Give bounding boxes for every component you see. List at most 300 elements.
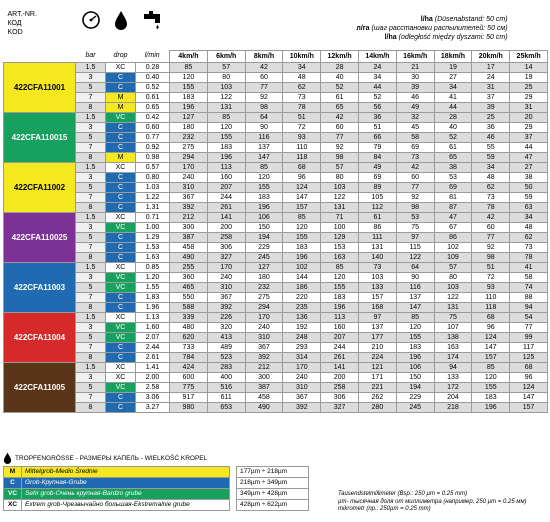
rate-cell: 129 [321, 232, 359, 242]
droplet-class-cell: M [106, 152, 136, 162]
table-row [4, 102, 548, 112]
rate-cell: 37 [510, 132, 548, 142]
droplet-class-cell: VC [106, 382, 136, 392]
droplet-class-cell: C [106, 242, 136, 252]
rate-cell: 196 [170, 102, 208, 112]
rate-cell: 21 [396, 62, 434, 72]
rate-cell: 155 [472, 382, 510, 392]
rate-cell: 327 [321, 402, 359, 412]
article-code: 422CFA11003 [4, 262, 76, 312]
droplet-class-cell: C [106, 192, 136, 202]
rate-cell: 25 [472, 112, 510, 122]
speed-header: 25km/h [510, 50, 548, 62]
rate-cell: 100 [321, 222, 359, 232]
rate-cell: 183 [170, 92, 208, 102]
rate-cell: 49 [396, 102, 434, 112]
rate-cell: 34 [510, 212, 548, 222]
droplet-class-cell: C [106, 232, 136, 242]
rate-cell: 224 [358, 352, 396, 362]
legend-code: M [4, 467, 22, 478]
table-row [4, 182, 548, 192]
rate-cell: 294 [170, 152, 208, 162]
pressure-cell: 3 [76, 122, 106, 132]
rate-cell: 42 [396, 162, 434, 172]
flow-cell: 3.27 [136, 402, 170, 412]
rate-cell: 320 [207, 322, 245, 332]
rate-cell: 39 [396, 82, 434, 92]
table-row [4, 72, 548, 82]
rate-cell: 103 [321, 182, 359, 192]
rate-cell: 367 [283, 392, 321, 402]
rate-cell: 168 [358, 302, 396, 312]
rate-cell: 55 [472, 142, 510, 152]
rate-cell: 115 [396, 242, 434, 252]
rate-cell: 79 [358, 142, 396, 152]
rate-cell: 116 [396, 282, 434, 292]
rate-cell: 367 [207, 292, 245, 302]
rate-cell: 458 [170, 242, 208, 252]
rate-cell: 310 [207, 282, 245, 292]
rate-cell: 53 [396, 212, 434, 222]
table-row [4, 312, 548, 322]
speed-header: 18km/h [434, 50, 472, 62]
droplet-class-cell: C [106, 132, 136, 142]
speed-header: 8km/h [245, 50, 283, 62]
flow-cell: 3.06 [136, 392, 170, 402]
pressure-cell: 5 [76, 82, 106, 92]
rate-cell: 240 [170, 172, 208, 182]
rate-cell: 103 [434, 282, 472, 292]
bar-label: bar [85, 52, 96, 60]
rate-cell: 77 [245, 82, 283, 92]
rate-cell: 261 [321, 352, 359, 362]
rate-cell: 36 [358, 112, 396, 122]
rate-cell: 113 [321, 312, 359, 322]
rate-cell: 120 [207, 122, 245, 132]
rate-cell: 306 [321, 392, 359, 402]
rate-cell: 200 [207, 222, 245, 232]
rate-cell: 116 [245, 132, 283, 142]
rate-cell: 77 [396, 182, 434, 192]
flow-cell: 1.00 [136, 222, 170, 232]
rate-cell: 96 [510, 372, 548, 382]
table-row [4, 392, 548, 402]
rate-cell: 57 [434, 262, 472, 272]
rate-cell: 186 [283, 282, 321, 292]
rate-cell: 85 [207, 112, 245, 122]
rate-cell: 48 [510, 222, 548, 232]
rate-cell: 102 [434, 242, 472, 252]
pressure-cell: 8 [76, 102, 106, 112]
rate-cell: 124 [510, 382, 548, 392]
rate-cell: 103 [358, 272, 396, 282]
rate-cell: 40 [434, 122, 472, 132]
flow-cell: 1.31 [136, 202, 170, 212]
rate-cell: 120 [170, 72, 208, 82]
rate-cell: 45 [396, 122, 434, 132]
flow-cell: 2.07 [136, 332, 170, 342]
rate-cell: 52 [358, 92, 396, 102]
rate-cell: 240 [245, 322, 283, 332]
rate-cell: 52 [321, 82, 359, 92]
rate-cell: 194 [396, 382, 434, 392]
rate-cell: 784 [170, 352, 208, 362]
table-row [4, 342, 548, 352]
rate-cell: 98 [396, 202, 434, 212]
rate-cell: 220 [283, 292, 321, 302]
droplet-class-cell: C [106, 142, 136, 152]
table-row [4, 192, 548, 202]
rate-cell: 210 [358, 342, 396, 352]
rate-cell: 200 [321, 372, 359, 382]
rate-cell: 97 [396, 232, 434, 242]
rate-cell: 180 [170, 122, 208, 132]
table-row [4, 322, 548, 332]
legend-code: C [4, 478, 22, 489]
rate-cell: 160 [207, 172, 245, 182]
rate-cell: 465 [170, 282, 208, 292]
rate-cell: 90 [245, 122, 283, 132]
rate-cell: 196 [321, 302, 359, 312]
rate-cell: 600 [170, 372, 208, 382]
rate-cell: 147 [472, 342, 510, 352]
rate-cell: 66 [358, 132, 396, 142]
rate-cell: 32 [396, 112, 434, 122]
rate-cell: 294 [245, 302, 283, 312]
table-row [4, 252, 548, 262]
pressure-cell: 8 [76, 302, 106, 312]
rate-cell: 34 [283, 62, 321, 72]
article-code: 422CFA110015 [4, 112, 76, 162]
rate-cell: 29 [510, 122, 548, 132]
rate-cell: 42 [472, 212, 510, 222]
table-row [4, 152, 548, 162]
rate-cell: 157 [510, 402, 548, 412]
rate-cell: 31 [510, 102, 548, 112]
droplet-class-cell: C [106, 302, 136, 312]
flow-cell: 1.83 [136, 292, 170, 302]
rate-cell: 68 [510, 362, 548, 372]
rate-cell: 392 [245, 352, 283, 362]
table-row [4, 302, 548, 312]
rate-cell: 69 [434, 182, 472, 192]
rate-cell: 105 [358, 192, 396, 202]
rate-cell: 733 [170, 342, 208, 352]
pressure-cell: 3 [76, 322, 106, 332]
rate-cell: 183 [472, 392, 510, 402]
rate-cell: 75 [396, 222, 434, 232]
rate-cell: 196 [283, 252, 321, 262]
rate-cell: 90 [396, 272, 434, 282]
rate-cell: 153 [321, 242, 359, 252]
flow-cell: 1.63 [136, 252, 170, 262]
pressure-cell: 7 [76, 342, 106, 352]
rate-cell: 244 [321, 342, 359, 352]
pressure-cell: 5 [76, 232, 106, 242]
speed-header: 16km/h [396, 50, 434, 62]
rate-cell: 147 [283, 192, 321, 202]
rate-cell: 85 [170, 62, 208, 72]
rate-cell: 387 [170, 232, 208, 242]
table-row [4, 362, 548, 372]
rate-cell: 400 [207, 372, 245, 382]
rate-cell: 174 [434, 352, 472, 362]
rate-cell: 73 [396, 152, 434, 162]
rate-cell: 155 [396, 332, 434, 342]
speed-header: 12km/h [321, 50, 359, 62]
table-row [4, 372, 548, 382]
rate-cell: 160 [321, 322, 359, 332]
pressure-cell: 3 [76, 172, 106, 182]
rate-cell: 131 [358, 242, 396, 252]
speed-header: 20km/h [472, 50, 510, 62]
droplet-class-cell: C [106, 292, 136, 302]
rate-cell: 17 [472, 62, 510, 72]
rate-cell: 51 [472, 262, 510, 272]
rate-cell: 170 [170, 162, 208, 172]
rate-cell: 58 [510, 272, 548, 282]
rate-cell: 183 [396, 342, 434, 352]
legend-range: 177µm ÷ 218µm [237, 467, 309, 478]
rate-cell: 120 [472, 372, 510, 382]
droplet-class-cell: XC [106, 62, 136, 72]
rate-cell: 34 [434, 82, 472, 92]
rate-cell: 775 [170, 382, 208, 392]
rate-cell: 29 [510, 92, 548, 102]
rate-cell: 48 [472, 172, 510, 182]
rate-cell: 41 [434, 92, 472, 102]
rate-cell: 40 [321, 72, 359, 82]
rate-cell: 300 [245, 372, 283, 382]
rate-cell: 387 [245, 382, 283, 392]
rate-cell: 550 [170, 292, 208, 302]
rate-cell: 620 [170, 332, 208, 342]
rate-cell: 65 [434, 152, 472, 162]
rate-cell: 87 [434, 202, 472, 212]
rate-cell: 73 [472, 192, 510, 202]
table-row [4, 272, 548, 282]
rate-cell: 588 [170, 302, 208, 312]
rate-cell: 103 [207, 82, 245, 92]
pressure-cell: 3 [76, 372, 106, 382]
pressure-cell: 5 [76, 132, 106, 142]
rate-cell: 183 [283, 242, 321, 252]
droplet-class-cell: XC [106, 262, 136, 272]
droplet-class-cell: VC [106, 222, 136, 232]
rate-cell: 49 [358, 162, 396, 172]
rate-cell: 125 [510, 352, 548, 362]
rate-cell: 392 [283, 402, 321, 412]
table-row [4, 242, 548, 252]
rate-cell: 131 [321, 202, 359, 212]
legend-title: TROPFENGRÖSSE - РАЗМЕРЫ КАПЕЛЬ - WIELKOŚĆ KROPEL [3, 452, 547, 464]
rate-cell: 458 [245, 392, 283, 402]
rate-cell: 85 [472, 362, 510, 372]
rate-cell: 275 [245, 292, 283, 302]
rate-cell: 107 [434, 322, 472, 332]
flow-cell: 1.22 [136, 192, 170, 202]
flow-cell: 1.03 [136, 182, 170, 192]
rate-cell: 489 [207, 342, 245, 352]
rate-cell: 75 [434, 312, 472, 322]
rate-cell: 261 [207, 202, 245, 212]
rate-cell: 37 [472, 92, 510, 102]
rate-cell: 122 [434, 292, 472, 302]
flow-cell: 1.60 [136, 322, 170, 332]
droplet-class-cell: C [106, 352, 136, 362]
flow-cell: 1.13 [136, 312, 170, 322]
pressure-cell: 3 [76, 72, 106, 82]
flow-cell: 1.53 [136, 242, 170, 252]
table-row [4, 222, 548, 232]
pressure-cell: 7 [76, 392, 106, 402]
rate-cell: 141 [321, 362, 359, 372]
rate-cell: 124 [283, 182, 321, 192]
rate-cell: 98 [472, 252, 510, 262]
flow-cell: 0.65 [136, 102, 170, 112]
flow-cell: 2.44 [136, 342, 170, 352]
rate-cell: 283 [207, 362, 245, 372]
flow-cell: 0.92 [136, 142, 170, 152]
droplet-class-cell: XC [106, 372, 136, 382]
rate-cell: 61 [358, 212, 396, 222]
rate-cell: 56 [358, 102, 396, 112]
flow-cell: 2.58 [136, 382, 170, 392]
rate-cell: 122 [396, 252, 434, 262]
rate-cell: 392 [170, 202, 208, 212]
rate-cell: 97 [358, 312, 396, 322]
rate-cell: 127 [245, 262, 283, 272]
rate-cell: 42 [245, 62, 283, 72]
rate-cell: 480 [170, 322, 208, 332]
flow-cell: 1.96 [136, 302, 170, 312]
table-row [4, 142, 548, 152]
rate-cell: 367 [170, 192, 208, 202]
rate-cell: 248 [283, 332, 321, 342]
rate-cell: 183 [321, 292, 359, 302]
flow-cell: 2.00 [136, 372, 170, 382]
rate-cell: 78 [472, 202, 510, 212]
rate-cell: 73 [510, 242, 548, 252]
rate-cell: 84 [358, 152, 396, 162]
speed-header: 14km/h [358, 50, 396, 62]
legend-row [4, 467, 309, 478]
rate-cell: 63 [510, 202, 548, 212]
rate-cell: 917 [170, 392, 208, 402]
rate-cell: 144 [283, 272, 321, 282]
table-body [4, 62, 548, 412]
droplet-class-cell: VC [106, 272, 136, 282]
rate-cell: 69 [358, 172, 396, 182]
flow-cell: 0.98 [136, 152, 170, 162]
flow-cell: 0.71 [136, 212, 170, 222]
legend-row [4, 489, 309, 500]
pressure-cell: 1.5 [76, 62, 106, 72]
rate-cell: 85 [321, 262, 359, 272]
droplet-class-cell: XC [106, 212, 136, 222]
table-row [4, 122, 548, 132]
rate-cell: 360 [170, 272, 208, 282]
rate-cell: 163 [434, 342, 472, 352]
flow-cell: 0.52 [136, 82, 170, 92]
pressure-gauge-icon [76, 8, 106, 50]
table-row [4, 172, 548, 182]
rate-cell: 92 [321, 142, 359, 152]
rate-cell: 96 [472, 322, 510, 332]
rate-cell: 28 [321, 62, 359, 72]
rate-cell: 98 [321, 152, 359, 162]
rate-cell: 138 [434, 332, 472, 342]
rate-cell: 980 [170, 402, 208, 412]
rate-cell: 229 [245, 242, 283, 252]
rate-cell: 31 [472, 82, 510, 92]
rate-cell: 157 [358, 292, 396, 302]
droplet-class-cell: C [106, 252, 136, 262]
flow-cell: 0.60 [136, 122, 170, 132]
rate-cell: 20 [510, 112, 548, 122]
rate-cell: 133 [434, 372, 472, 382]
rate-cell: 120 [283, 222, 321, 232]
legend-label: Mittelgrob-Medio Średnie [22, 467, 230, 478]
rate-cell: 232 [245, 282, 283, 292]
flow-cell: 0.40 [136, 72, 170, 82]
legend-label: Sehr grob-Очень крупная-Bardzo grube [22, 489, 230, 500]
rate-cell: 339 [170, 312, 208, 322]
rate-cell: 255 [170, 262, 208, 272]
rate-cell: 60 [472, 222, 510, 232]
rate-cell: 293 [283, 342, 321, 352]
droplet-icon [106, 8, 136, 50]
rate-cell: 44 [358, 82, 396, 92]
table-row [4, 212, 548, 222]
rate-cell: 19 [434, 62, 472, 72]
table-row [4, 402, 548, 412]
table-row [4, 132, 548, 142]
rate-cell: 207 [321, 332, 359, 342]
micrometer-note: Tausendstelmillimeter (Bsp.: 250 µm = 0.25 mm) µm- тысячная доля от миллиметра (например, 250 µm = 0.25 мм) mikrometr (np.: 250µm = 0.25 mm) [338, 491, 527, 512]
faucet-icon [136, 8, 170, 50]
rate-cell: 137 [396, 292, 434, 302]
rate-cell: 147 [396, 302, 434, 312]
rate-cell: 122 [321, 192, 359, 202]
table-row [4, 382, 548, 392]
legend-range: 428µm ÷ 622µm [237, 500, 309, 511]
rate-cell: 212 [170, 212, 208, 222]
rate-cell: 306 [207, 242, 245, 252]
pressure-cell: 8 [76, 252, 106, 262]
rate-cell: 120 [396, 322, 434, 332]
table-row [4, 352, 548, 362]
rate-cell: 172 [434, 382, 472, 392]
droplet-class-cell: VC [106, 282, 136, 292]
droplet-class-cell: C [106, 202, 136, 212]
rate-cell: 170 [207, 262, 245, 272]
rate-cell: 204 [434, 392, 472, 402]
pressure-cell: 5 [76, 332, 106, 342]
rate-cell: 80 [321, 172, 359, 182]
rate-cell: 112 [358, 202, 396, 212]
rate-cell: 57 [321, 162, 359, 172]
rate-cell: 52 [434, 132, 472, 142]
droplet-class-cell: M [106, 92, 136, 102]
rate-cell: 653 [207, 402, 245, 412]
rate-cell: 99 [510, 332, 548, 342]
rate-cell: 80 [434, 272, 472, 282]
flow-cell: 0.42 [136, 112, 170, 122]
rate-cell: 71 [321, 212, 359, 222]
rate-cell: 137 [358, 322, 396, 332]
rate-cell: 60 [321, 122, 359, 132]
